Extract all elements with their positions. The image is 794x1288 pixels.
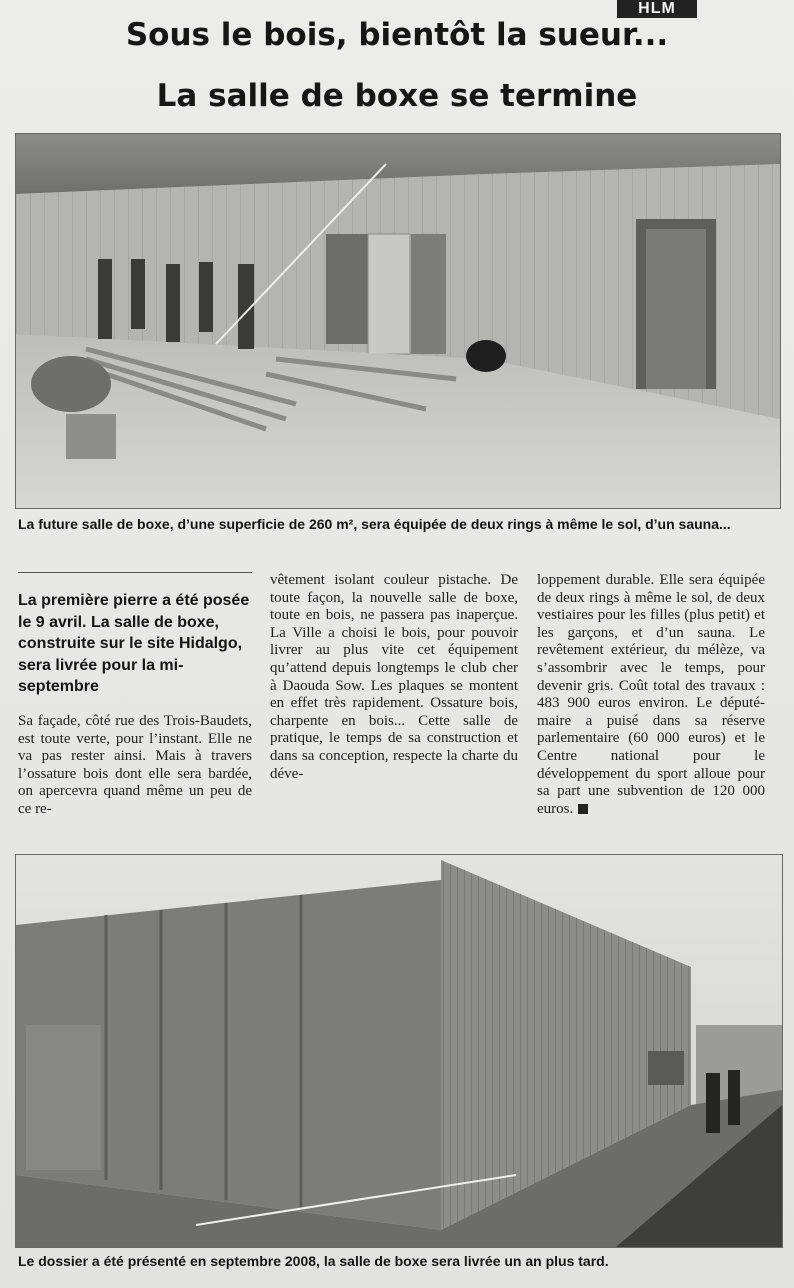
interior-photo-caption: La future salle de boxe, d’une superficie de 260 m², sera équipée de deux rings à même le sol, d’un sauna... xyxy=(18,516,731,532)
lead-paragraph: La première pierre a été posée le 9 avril. La salle de boxe, construite sur le site Hidalgo, sera livrée pour la mi-septembre xyxy=(18,592,250,695)
column-rule xyxy=(18,572,252,573)
headline-line-1: Sous le bois, bientôt la sueur... xyxy=(125,17,669,53)
article-column-2: vêtement isolant couleur pistache. De toute façon, la nouvelle salle de boxe, toute en bois, ne passera pas inaperçue. La Ville a choisi le bois, pour pouvoir livrer au plus vite cet équipement qu’attend depuis longtemps le club cher à Daouda Sow. Les plaques se montent en effet très rapidement. Ossature bois, charpente en bois... Cette salle de pratique, le temps de sa construction et dans sa conception, respecte la charte du déve- xyxy=(270,572,518,782)
article-column-3 xyxy=(537,572,765,818)
exterior-photo-caption: Le dossier a été présenté en septembre 2008, la salle de boxe sera livrée un an plus tard. xyxy=(18,1253,609,1269)
article-column-1: Sa façade, côté rue des Trois-Baudets, est toute verte, pour l’instant. Elle ne va pas rester ainsi. Mais à travers l’ossature bois dont elle sera bardée, on apercevra quand même un peu de ce re- xyxy=(18,713,252,817)
exterior-photo xyxy=(15,854,783,1248)
interior-photo xyxy=(15,133,781,509)
article-column-3-text: loppement durable. Elle sera équipée de deux rings à même le sol, de deux vestiaires pour les filles (plus petit) et les garçons, et d’un sauna. Le revêtement extérieur, du mélèze, va s’assombrir avec le temps, pour devenir gris. Coût total des travaux : 483 900 euros environ. Le député-maire a puisé dans sa réserve parlementaire (60 000 euros) et le Centre national pour le développement du sport alloue pour sa part une subvention de 120 000 euros. xyxy=(537,572,765,817)
end-of-article-mark xyxy=(578,804,588,814)
headline-line-2: La salle de boxe se termine xyxy=(156,78,638,114)
section-rubric: HLM xyxy=(617,0,697,18)
